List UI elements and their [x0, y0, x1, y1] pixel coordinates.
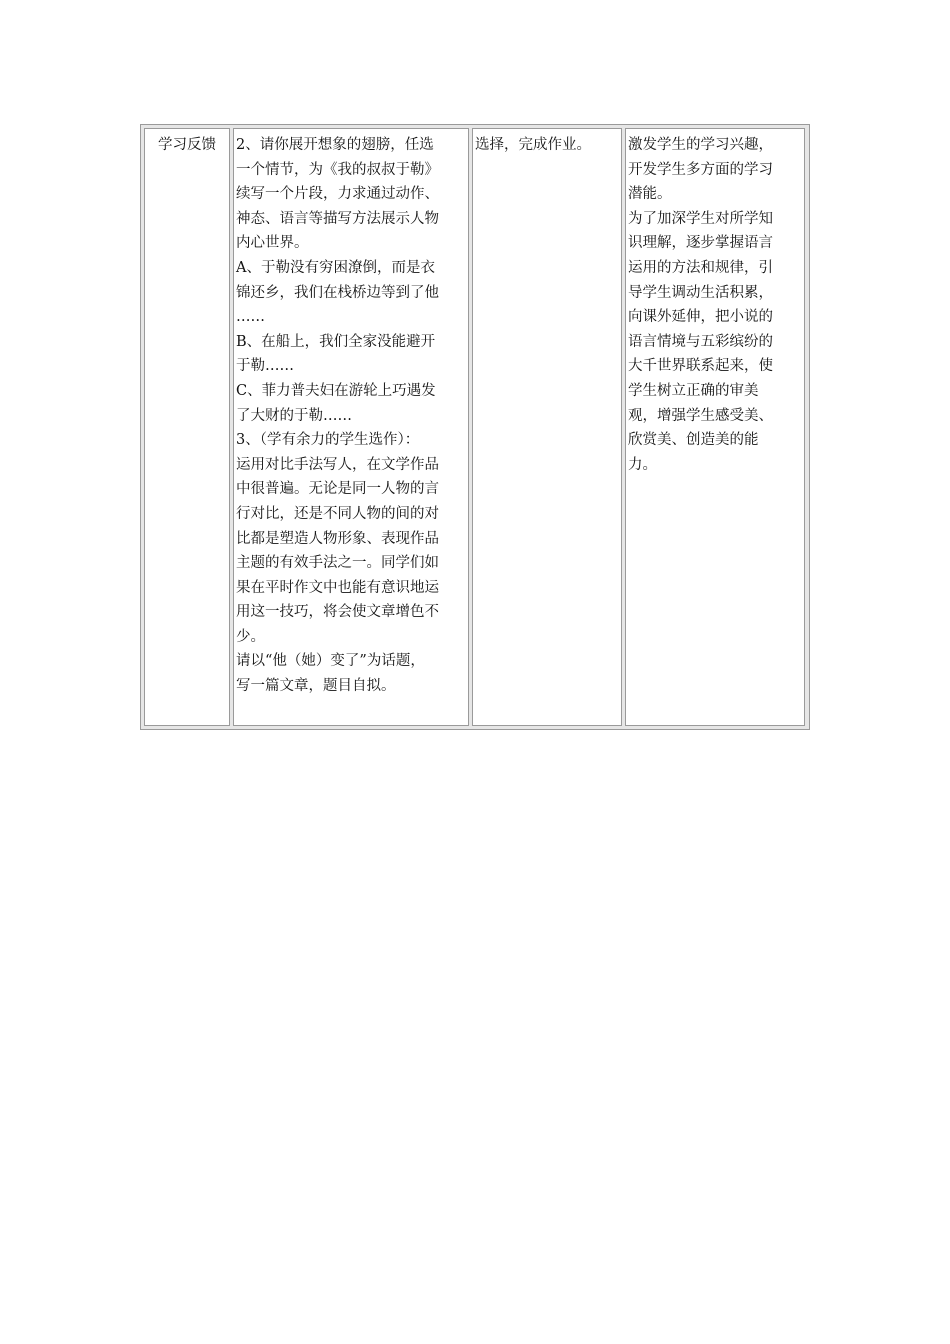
purpose-line: 激发学生的学习兴趣， [628, 137, 773, 153]
student-activity-cell [472, 128, 622, 726]
purpose-line: 语言情境与五彩缤纷的 [628, 333, 773, 350]
purpose-line: 为了加深学生对所学知 [628, 210, 773, 227]
task-line: 用这一技巧，将会使文章增色不 [236, 604, 439, 621]
purpose-line: 识理解，逐步掌握语言 [628, 235, 773, 252]
task-line: 请以“他（她）变了”为话题， [236, 653, 425, 670]
task-line: B、在船上，我们全家没能避开 [236, 333, 436, 350]
task-line: 内心世界。 [236, 235, 309, 252]
purpose-line: 大千世界联系起来，使 [628, 358, 773, 375]
lesson-table [140, 124, 810, 730]
task-line: A、于勒没有穷困潦倒，而是衣 [236, 259, 435, 276]
purpose-line: 运用的方法和规律，引 [628, 259, 773, 276]
task-line: 少。 [236, 628, 265, 645]
task-line: 果在平时作文中也能有意识地运 [236, 579, 439, 596]
category-cell [144, 128, 230, 726]
task-line: C、菲力普夫妇在游轮上巧遇发 [236, 382, 436, 399]
task-line: 于勒…… [236, 358, 294, 375]
purpose-line: 向课外延伸，把小说的 [628, 309, 773, 326]
task-line: 了大财的于勒…… [236, 407, 352, 424]
purpose-line: 开发学生多方面的学习 [628, 161, 773, 178]
category-label: 学习反馈 [158, 137, 216, 153]
task-line: 运用对比手法写人，在文学作品 [236, 456, 439, 473]
purpose-line: 力。 [628, 456, 657, 473]
task-line: 神态、语言等描写方法展示人物 [236, 210, 439, 227]
task-cell [233, 128, 469, 726]
task-line: 一个情节，为《我的叔叔于勒》 [236, 161, 439, 178]
task-line: 续写一个片段，力求通过动作、 [236, 186, 439, 203]
purpose-line: 潜能。 [628, 186, 672, 203]
purpose-line: 欣赏美、创造美的能 [628, 432, 759, 449]
purpose-line: 导学生调动生活积累， [628, 284, 773, 301]
task-line: 锦还乡，我们在栈桥边等到了他 [236, 284, 439, 301]
table-row [144, 128, 806, 726]
purpose-line: 学生树立正确的审美 [628, 382, 759, 399]
task-line: …… [236, 309, 265, 326]
student-activity-text: 选择，完成作业。 [475, 137, 591, 153]
task-line: 主题的有效手法之一。同学们如 [236, 555, 439, 572]
task-line: 3、（学有余力的学生选作）： [236, 432, 420, 449]
task-line: 中很普遍。无论是同一人物的言 [236, 481, 439, 498]
task-line: 2、请你展开想象的翅膀，任选 [236, 137, 434, 153]
purpose-cell [625, 128, 805, 726]
task-line: 写一篇文章，题目自拟。 [236, 678, 396, 695]
task-line: 比都是塑造人物形象、表现作品 [236, 530, 439, 547]
task-line: 行对比，还是不同人物的间的对 [236, 505, 439, 522]
purpose-line: 观，增强学生感受美、 [628, 407, 773, 424]
